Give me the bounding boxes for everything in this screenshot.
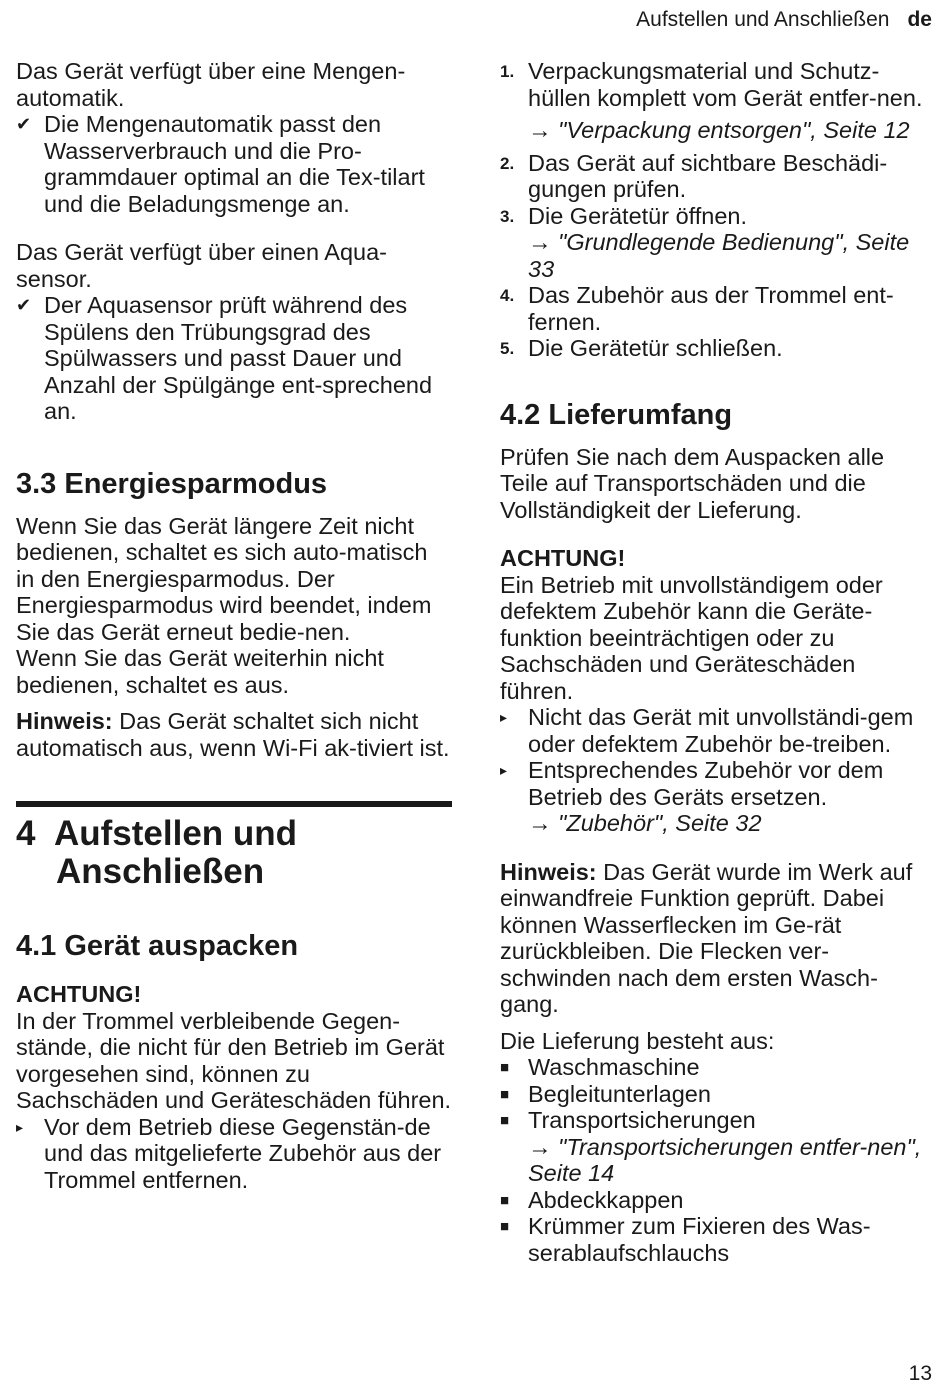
delivery-intro: Die Lieferung besteht aus: xyxy=(500,1027,775,1054)
square-bullet-icon: ■ xyxy=(500,1191,510,1209)
step-item xyxy=(500,282,932,335)
note-wifi xyxy=(16,708,452,761)
triangle-bullet-icon: ▸ xyxy=(16,1118,24,1135)
cross-reference-link[interactable]: → "Transportsicherungen entfer-nen", Seite 14 xyxy=(528,1133,922,1186)
page-number: 13 xyxy=(908,1362,932,1385)
step-text: Das Gerät auf sichtbare Beschädi-gungen prüfen. xyxy=(528,149,888,202)
paragraph-lieferumfang: Prüfen Sie nach dem Auspacken alle Teile auf Transportschäden und die Vollständigkeit der Lieferung. xyxy=(500,443,885,523)
step-item xyxy=(500,58,932,144)
step-text: Verpackungsmaterial und Schutz-hüllen komplett vom Gerät entfer-nen. xyxy=(528,58,923,111)
delivery-item-text: Begleitunterlagen xyxy=(528,1080,711,1107)
paragraph-energiesparmodus-2: Wenn Sie das Gerät weiterhin nicht bedienen, schaltet es aus. xyxy=(16,645,384,698)
delivery-item xyxy=(500,1187,932,1214)
chapter-heading-4 xyxy=(16,815,452,891)
check-item-mengenautomatik xyxy=(16,111,452,217)
chapter-title-line2: Anschließen xyxy=(56,852,265,891)
note-label: Hinweis: xyxy=(16,708,113,734)
checkmark-icon: ✔ xyxy=(16,114,32,134)
check-item-aquasensor xyxy=(16,292,452,425)
warning-text: In der Trommel verbleibende Gegen-stände, die nicht für den Betrieb im Gerät vorgesehen sind, können zu Sachschäden und Geräteschäden führen. xyxy=(16,1007,452,1113)
heading-4-1: 4.1 Gerät auspacken xyxy=(16,930,299,962)
cross-reference-link[interactable]: → "Zubehör", Seite 32 xyxy=(528,810,762,836)
action-item xyxy=(500,757,932,837)
note-text: Das Gerät wurde im Werk auf einwandfreie Funktion geprüft. Dabei können Wasserflecken im Ge-rät zurückbleiben. Die Flecken ver-schwinden nach dem ersten Wasch-gang. xyxy=(500,858,913,1017)
triangle-bullet-icon: ▸ xyxy=(500,709,508,725)
check-item-text: Der Aquasensor prüft während des Spülens den Trübungsgrad des Spülwassers und passt Dauer und Anzahl der Spülgänge ent-sprechend an. xyxy=(44,292,433,424)
paragraph-energiesparmodus: Wenn Sie das Gerät längere Zeit nicht bedienen, schaltet es sich auto-matisch in den Energiesparmodus. Der Energiesparmodus wird beendet, indem Sie das Gerät erneut bedie-nen. xyxy=(16,512,432,645)
chapter-title-line1: Aufstellen und xyxy=(54,814,298,853)
delivery-list xyxy=(500,1054,932,1266)
note-label: Hinweis: xyxy=(500,858,597,885)
cross-reference-link[interactable]: → "Verpackung entsorgen", Seite 12 xyxy=(528,117,910,143)
heading-3-3: 3.3 Energiesparmodus xyxy=(16,467,328,500)
header-title: Aufstellen und Anschließen xyxy=(636,8,890,31)
step-number: 4. xyxy=(500,286,515,305)
chapter-rule xyxy=(16,801,452,807)
action-item-text: Vor dem Betrieb diese Gegenstän-de und das mitgelieferte Zubehör aus der Trommel entfernen. xyxy=(44,1113,442,1193)
step-item xyxy=(500,203,932,283)
checkmark-icon: ✔ xyxy=(16,295,32,315)
delivery-item xyxy=(500,1213,932,1266)
unpack-steps-list xyxy=(500,58,932,362)
delivery-item xyxy=(500,1081,932,1108)
cross-reference-link[interactable]: → "Grundlegende Bedienung", Seite 33 xyxy=(528,229,910,282)
delivery-item-text: Waschmaschine xyxy=(528,1054,700,1080)
action-item-text: Entsprechendes Zubehör vor dem Betrieb des Geräts ersetzen. xyxy=(528,757,884,810)
step-item xyxy=(500,150,932,203)
action-item-text: Nicht das Gerät mit unvollständi-gem oder defektem Zubehör be-treiben. xyxy=(528,704,914,757)
delivery-item-text: Abdeckkappen xyxy=(528,1186,684,1213)
paragraph-mengenautomatik: Das Gerät verfügt über eine Mengen-automatik. xyxy=(16,58,406,111)
warning-text: Ein Betrieb mit unvollständigem oder defektem Zubehör kann die Geräte-funktion beeinträchtigen oder zu Sachschäden und Geräteschäden führen. xyxy=(500,571,883,704)
square-bullet-icon: ■ xyxy=(500,1112,510,1129)
step-text: Die Gerätetür schließen. xyxy=(528,335,783,361)
step-number: 5. xyxy=(500,339,515,358)
delivery-item xyxy=(500,1107,932,1187)
delivery-item xyxy=(500,1054,932,1081)
step-number: 2. xyxy=(500,153,515,173)
step-text: Das Zubehör aus der Trommel ent-fernen. xyxy=(528,282,894,335)
note-werk xyxy=(500,859,932,1018)
note-text: Das Gerät schaltet sich nicht automatisch aus, wenn Wi-Fi ak-tiviert ist. xyxy=(16,708,450,761)
chapter-number: 4 xyxy=(16,814,36,853)
warning-label: ACHTUNG! xyxy=(16,981,142,1007)
square-bullet-icon: ■ xyxy=(500,1059,510,1076)
language-tag: de xyxy=(907,8,932,31)
left-column xyxy=(16,58,452,1193)
delivery-item-text: Transportsicherungen xyxy=(528,1107,756,1133)
square-bullet-icon: ■ xyxy=(500,1218,510,1235)
check-item-text: Die Mengenautomatik passt den Wasserverbrauch und die Pro-grammdauer optimal an die Tex-tilart und die Beladungsmenge an. xyxy=(44,111,425,217)
paragraph-aquasensor: Das Gerät verfügt über einen Aqua-sensor. xyxy=(16,239,387,292)
action-item xyxy=(16,1114,452,1194)
right-column xyxy=(500,58,932,1266)
step-number: 1. xyxy=(500,62,515,81)
triangle-bullet-icon: ▸ xyxy=(500,762,508,778)
step-item xyxy=(500,335,932,362)
square-bullet-icon: ■ xyxy=(500,1085,510,1103)
step-text: Die Gerätetür öffnen. xyxy=(528,202,748,229)
action-item xyxy=(500,704,932,757)
running-header xyxy=(636,8,932,32)
step-number: 3. xyxy=(500,206,515,226)
heading-4-2: 4.2 Lieferumfang xyxy=(500,398,733,431)
delivery-item-text: Krümmer zum Fixieren des Was-serablaufschlauchs xyxy=(528,1213,871,1266)
warning-label: ACHTUNG! xyxy=(500,545,626,571)
